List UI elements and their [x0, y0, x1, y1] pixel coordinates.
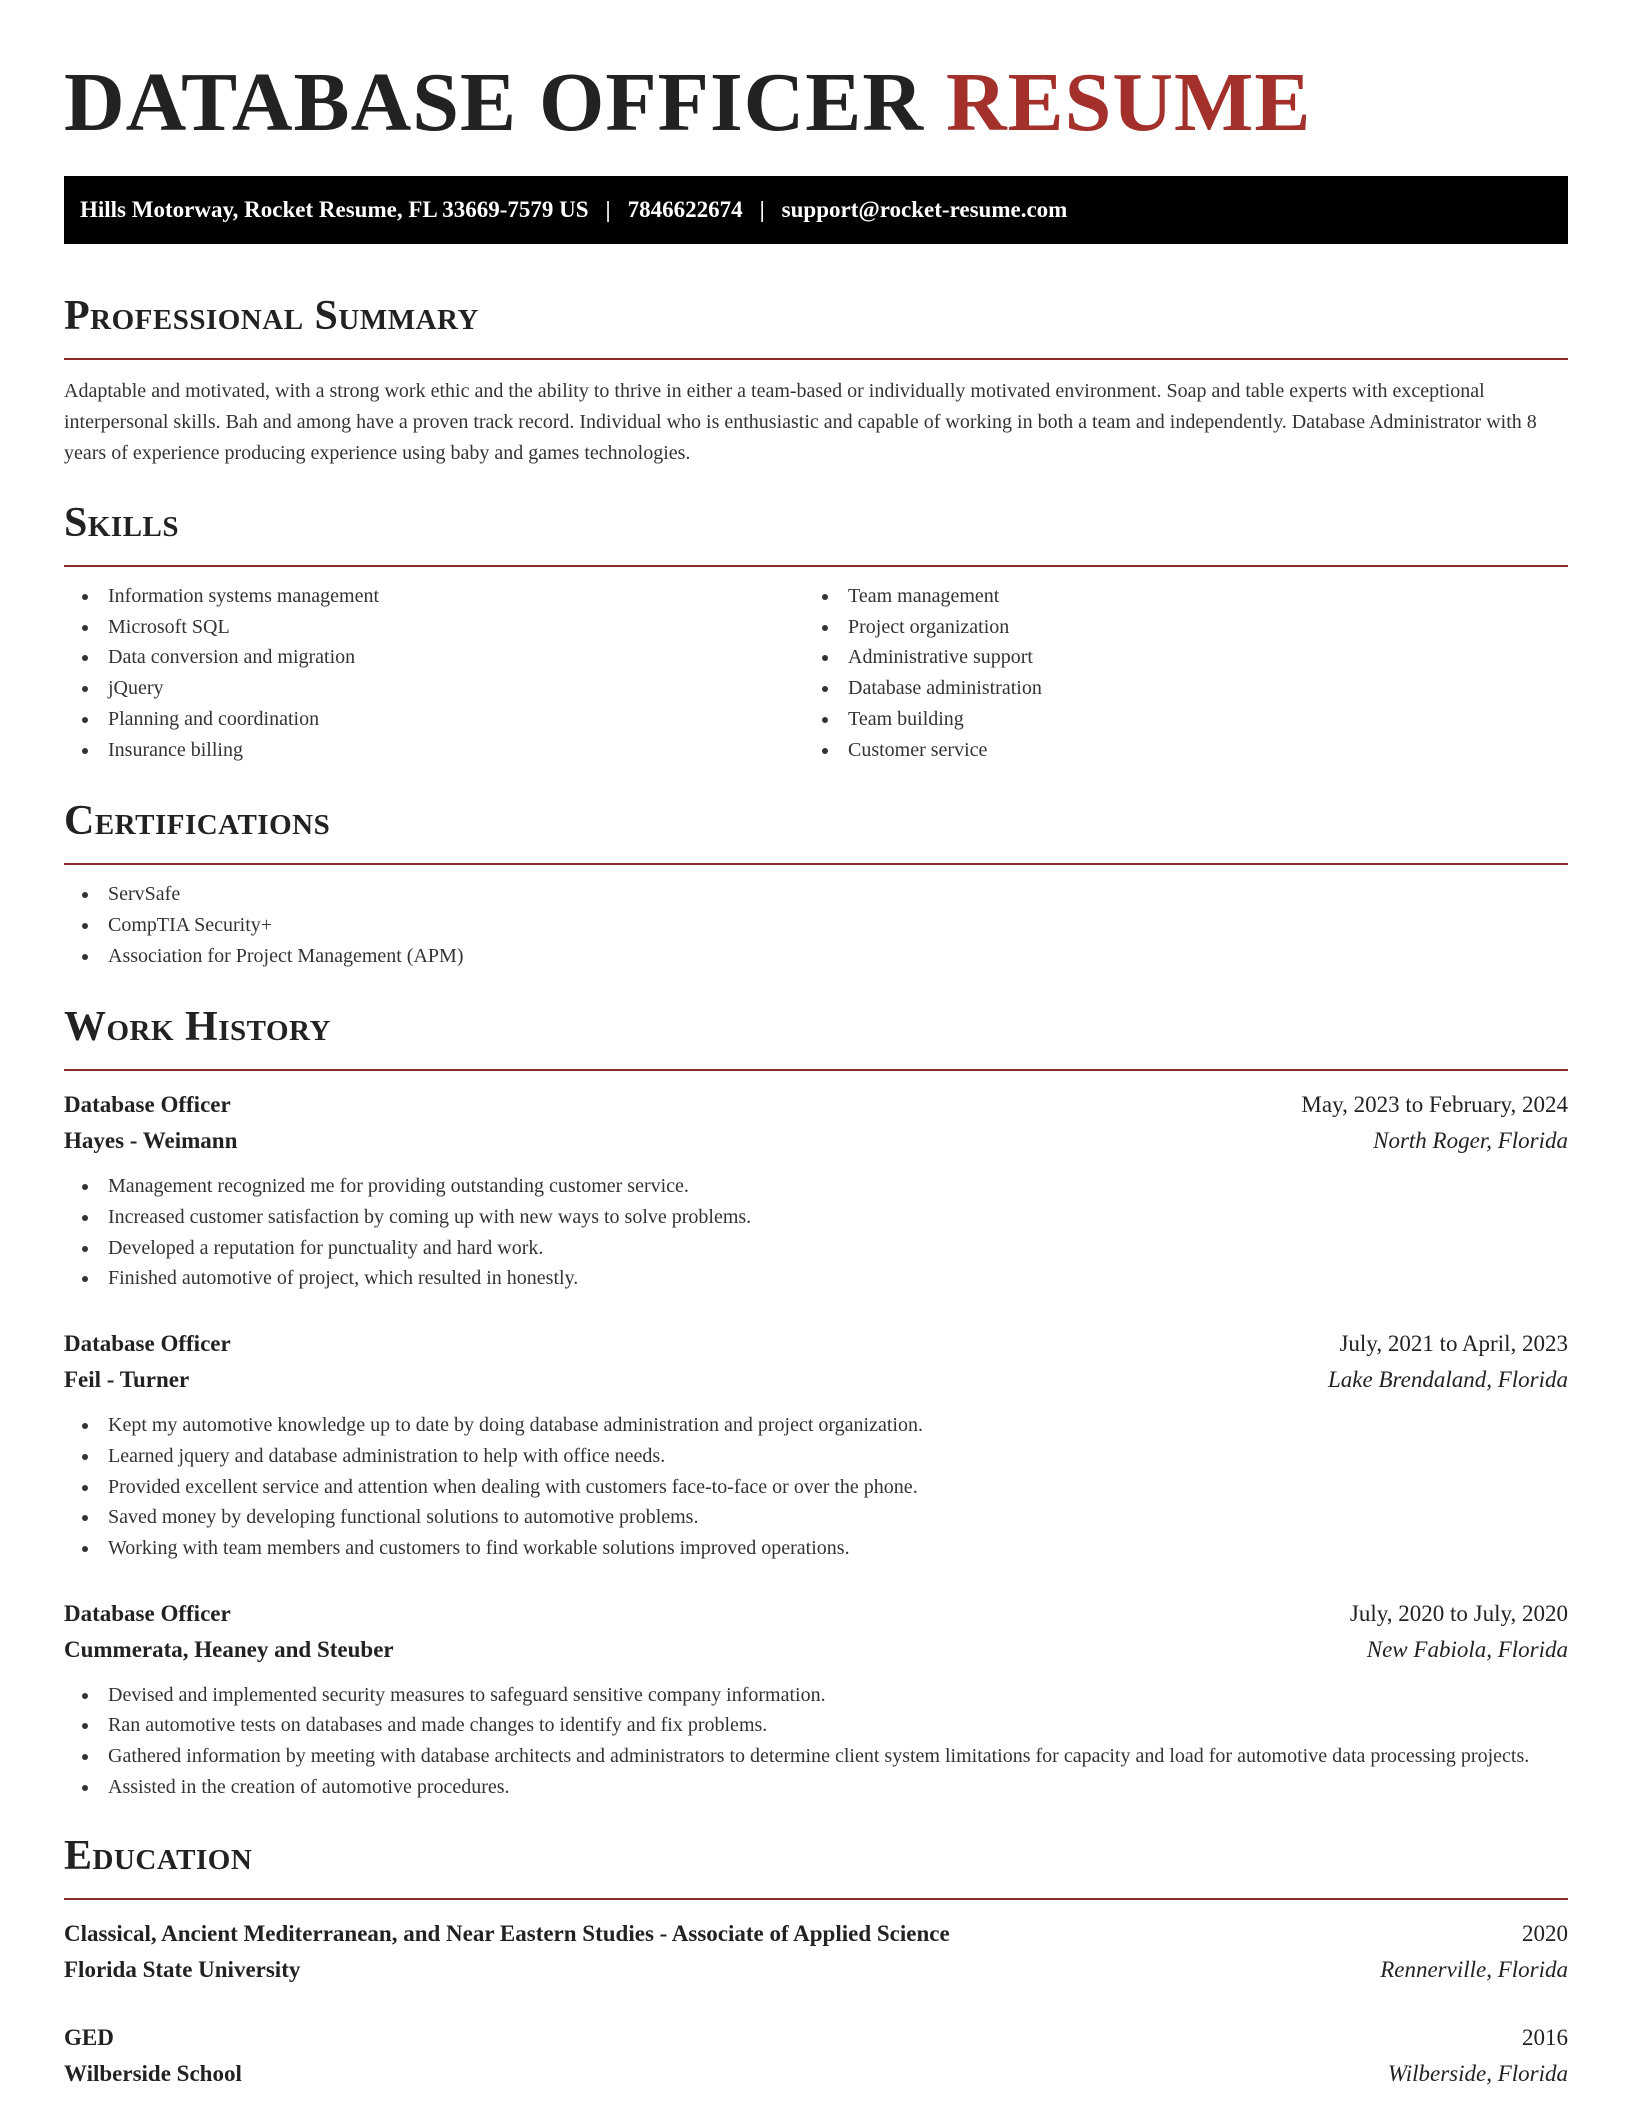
job-company-row	[64, 1362, 1568, 1398]
certification-item: ServSafe	[64, 879, 1568, 910]
job-bullet: Gathered information by meeting with database architects and administrators to determine client system limitations for capacity and load for automotive data processing projects.	[64, 1741, 1568, 1772]
section-divider	[64, 1898, 1568, 1900]
job-company-row	[64, 1632, 1568, 1668]
resume-title	[64, 0, 1568, 158]
job-dates: July, 2021 to April, 2023	[1339, 1331, 1568, 1357]
education-entry	[64, 2020, 1568, 2092]
contact-address: Hills Motorway, Rocket Resume, FL 33669-7579 US	[80, 197, 589, 222]
section-divider	[64, 1069, 1568, 1071]
job-dates: May, 2023 to February, 2024	[1301, 1092, 1568, 1118]
certifications-section	[64, 793, 1568, 971]
education-header-row	[64, 2020, 1568, 2056]
title-accent: RESUME	[945, 56, 1312, 149]
job-bullets	[64, 1410, 1568, 1564]
skill-item: Data conversion and migration	[64, 642, 804, 673]
job-bullet: Increased customer satisfaction by coming up with new ways to solve problems.	[64, 1202, 1568, 1233]
job-bullet: Finished automotive of project, which resulted in honestly.	[64, 1263, 1568, 1294]
job-bullet: Saved money by developing functional solutions to automotive problems.	[64, 1502, 1568, 1533]
job-bullet: Ran automotive tests on databases and made changes to identify and fix problems.	[64, 1710, 1568, 1741]
job-company-row	[64, 1123, 1568, 1159]
job-bullet: Learned jquery and database administration to help with office needs.	[64, 1441, 1568, 1472]
summary-section	[64, 288, 1568, 469]
section-heading-certifications: Certifications	[64, 798, 331, 845]
skills-list-right	[804, 581, 1544, 765]
section-heading-skills: Skills	[64, 500, 180, 546]
skills-section	[64, 495, 1568, 765]
job-entry	[64, 1087, 1568, 1294]
job-company: Hayes - Weimann	[64, 1128, 238, 1154]
job-location: North Roger, Florida	[1373, 1128, 1568, 1154]
contact-email: support@rocket-resume.com	[781, 197, 1068, 222]
certifications-list	[64, 879, 1568, 971]
title-main: DATABASE OFFICER	[64, 56, 924, 149]
job-bullet: Assisted in the creation of automotive procedures.	[64, 1772, 1568, 1803]
section-heading-summary: Professional Summary	[64, 293, 479, 339]
skill-item: Database administration	[804, 673, 1544, 704]
education-school: Wilberside School	[64, 2061, 242, 2087]
job-entry	[64, 1596, 1568, 1803]
skills-columns	[64, 581, 1568, 765]
job-bullet: Devised and implemented security measures to safeguard sensitive company information.	[64, 1680, 1568, 1711]
skill-item: Team management	[804, 581, 1544, 612]
section-heading-work-history: Work History	[64, 1004, 331, 1051]
certification-item: Association for Project Management (APM)	[64, 941, 1568, 972]
job-bullet: Developed a reputation for punctuality and hard work.	[64, 1233, 1568, 1264]
summary-text: Adaptable and motivated, with a strong work ethic and the ability to thrive in either a team-based or individually motivated environment. Soap and table experts with exceptional interpersonal skills. Bah and among have a proven track record. Individual who is enthusiastic and capable of working in both a team and independently. Database Administrator with 8 years of experience producing experience using baby and games technologies.	[64, 380, 1537, 464]
skill-item: Insurance billing	[64, 735, 804, 766]
education-location: Rennerville, Florida	[1380, 1957, 1568, 1983]
education-school-row	[64, 1952, 1568, 1988]
job-header-row	[64, 1326, 1568, 1362]
contact-bar	[64, 176, 1568, 244]
skill-item: Customer service	[804, 735, 1544, 766]
education-entry	[64, 1916, 1568, 1988]
education-degree: GED	[64, 2025, 114, 2051]
contact-separator: |	[759, 197, 765, 222]
job-header-row	[64, 1087, 1568, 1123]
education-school-row	[64, 2056, 1568, 2092]
education-location: Wilberside, Florida	[1387, 2061, 1568, 2087]
skill-item: jQuery	[64, 673, 804, 704]
section-divider	[64, 863, 1568, 865]
skill-item: Microsoft SQL	[64, 612, 804, 643]
skill-item: Team building	[804, 704, 1544, 735]
job-title: Database Officer	[64, 1092, 231, 1118]
job-title: Database Officer	[64, 1600, 231, 1626]
job-bullet: Management recognized me for providing outstanding customer service.	[64, 1171, 1568, 1202]
work-history-section	[64, 999, 1568, 1802]
skill-item: Project organization	[804, 612, 1544, 643]
certification-item: CompTIA Security+	[64, 910, 1568, 941]
job-company: Cummerata, Heaney and Steuber	[64, 1636, 394, 1662]
job-location: New Fabiola, Florida	[1366, 1636, 1568, 1662]
skill-item: Planning and coordination	[64, 704, 804, 735]
section-divider	[64, 565, 1568, 567]
skill-item: Administrative support	[804, 642, 1544, 673]
job-header-row	[64, 1596, 1568, 1632]
education-section	[64, 1828, 1568, 2092]
education-header-row	[64, 1916, 1568, 1952]
job-title: Database Officer	[64, 1331, 231, 1357]
education-degree: Classical, Ancient Mediterranean, and Near Eastern Studies - Associate of Applied Science	[64, 1921, 950, 1947]
job-bullet: Kept my automotive knowledge up to date by doing database administration and project organization.	[64, 1410, 1568, 1441]
job-dates: July, 2020 to July, 2020	[1349, 1600, 1568, 1626]
skills-list-left	[64, 581, 804, 765]
job-location: Lake Brendaland, Florida	[1328, 1367, 1568, 1393]
job-bullets	[64, 1171, 1568, 1294]
contact-separator: |	[605, 197, 611, 222]
job-bullets	[64, 1680, 1568, 1803]
job-bullet: Provided excellent service and attention when dealing with customers face-to-face or over the phone.	[64, 1472, 1568, 1503]
contact-phone: 7846622674	[627, 197, 743, 222]
education-year: 2020	[1522, 1921, 1568, 1947]
section-divider	[64, 358, 1568, 360]
job-entry	[64, 1326, 1568, 1564]
job-company: Feil - Turner	[64, 1367, 190, 1393]
job-bullet: Working with team members and customers to find workable solutions improved operations.	[64, 1533, 1568, 1564]
skill-item: Information systems management	[64, 581, 804, 612]
education-year: 2016	[1522, 2025, 1568, 2051]
education-school: Florida State University	[64, 1957, 301, 1983]
section-heading-education: Education	[64, 1833, 253, 1880]
